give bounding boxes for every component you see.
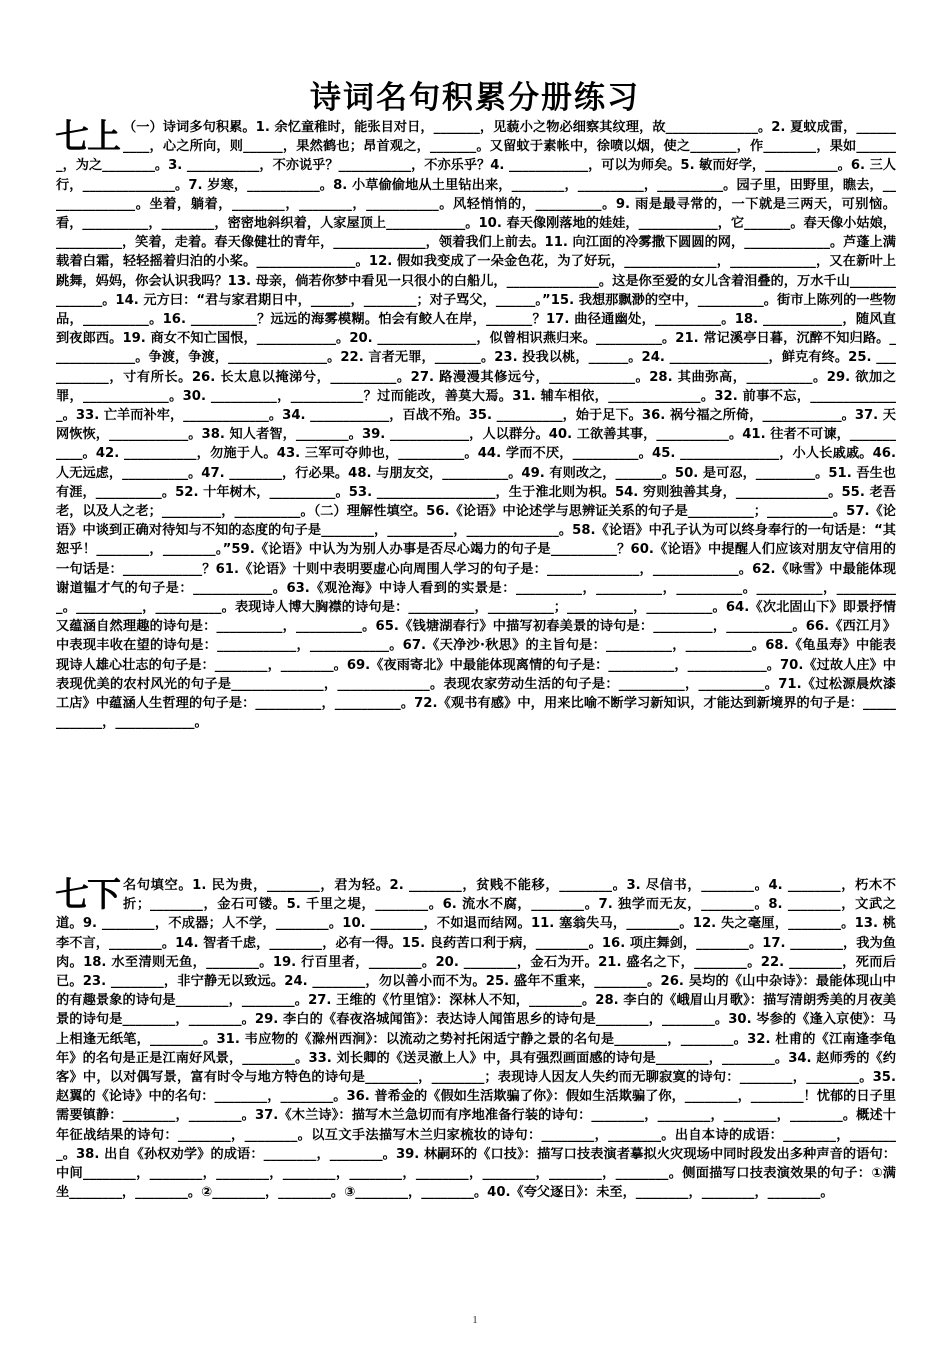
- section-7-upper: [56, 118, 896, 733]
- section-label: 七上: [55, 117, 119, 157]
- section-label: 七下: [55, 875, 119, 915]
- section-7-lower: [56, 876, 896, 1202]
- section-text: 名句填空。1. 民为贵，________，君为轻。2. ________，贫贱不能移，________。3. 尽信书，________。4. ________，朽木不折；________，金石可镂。5. 千里之堤，________。6. 流水不腐，________。7. 独学而无友，________。8. ________，文武之道。9. ________，不成器；人不学，________。10. ________，不如退而结网。11. 塞翁失马，________。12. 失之毫厘，________。13. 桃李不言，________。14. 智者千虑，________，必有一得。15. 良药苦口利于病，________。16. 项庄舞剑，________。17. ________，我为鱼肉。18. 水至清则无鱼，________。19. 行百里者，________。20. ________，金石为开。21. 盛名之下，________。22. ________，死而后已。23. ________，非宁静无以致远。24. ________，勿以善小而不为。25. 盛年不重来，________。26. 吴均的《山中杂诗》：最能体现山中的有趣景象的诗句是________，________。27. 王维的《竹里馆》：深林人不知，________。28. 李白的《峨眉山月歌》：描写清朗秀美的月夜美景的诗句是________，________。29. 李白的《春夜洛城闻笛》：表达诗人闻笛思乡的诗句是________，________。30. 岑参的《逢入京使》：马上相逢无纸笔，________。31. 韦应物的《滁州西涧》：以流动之势衬托闲适宁静之景的名句是________，________。32. 杜甫的《江南逢李龟年》的名句是正是江南好风景，________。33. 刘长卿的《送灵澈上人》中，具有强烈画面感的诗句是________，________。34. 赵师秀的《约客》中，以对偶写景，富有时令与地方特色的诗句是________，________；表现诗人因友人失约而无聊寂寞的诗句：________，________。35. 赵翼的《论诗》中的名句：________，________。36. 普希金的《假如生活欺骗了你》：假如生活欺骗了你，________，________！忧郁的日子里需要镇静：________，________。37.《木兰诗》：描写木兰急切而有序地准备行装的诗句：________，________，________，________。概述十年征战结果的诗句：________，________。以互文手法描写木兰归家梳妆的诗句：________，________。出自本诗的成语：________，________。38. 出自《孙权劝学》的成语：________，________。39. 林嗣环的《口技》：描写口技表演者摹拟火灾现场中同时段发出多种声音的语句：中间________，________，________，________，________，________，________，________，________。侧面描写口技表演效果的句子：①满坐________，________。②________，________。③________，________。40.《夸父逐日》：未至，________，________，________。: [56, 878, 896, 1201]
- section-text: （一）诗词多句积累。1. 余忆童稚时，能张目对日，_______，见藐小之物必细察其纹理，故______________。2. 夏蚊成雷，__________，心之所向，则______，果然鹤也；昂首观之，_______。又留蚊于素帐中，徐喷以烟，使之_______，作________，果如_______，为之________。3. ___________，不亦说乎？___________，不亦乐乎？4. ____________，可以为师矣。5. 敏而好学，___________。6. 三人行，______________。7. 岁寒，___________。8. 小草偷偷地从土里钻出来，________，__________，__________。园子里，田野里，瞧去，______________。坐着，躺着，________，________，___________。风轻悄悄的，__________。9. 雨是最寻常的，一下就是三两天，可别恼。看，__________，________，密密地斜织着，人家屋顶上____________。10. 春天像刚落地的娃娃，____________，它_______。春天像小姑娘，__________，笑着，走着。春天像健壮的青年，______________，领着我们上前去。11. 向江面的冷雾撒下圆圆的网，_____________。芦蓬上满载着白霜，轻轻摇着归泊的小桨。_______________。12. 假如我变成了一朵金色花，为了好玩，______________，_____________，又在新叶上跳舞，妈妈，你会认识我吗？13. 母亲，倘若你梦中看见一只很小的白船儿，______________。这是你至爱的女儿含着泪叠的，万水千山______________。14. 元方曰：“君与家君期日中，______，________；对子骂父，______。”15. 我想那飘渺的空中，__________。街市上陈列的一些物品，__________。16. __________？远远的海雾模糊。怕会有鲛人在岸，_______？17. 曲径通幽处，__________。18. ____________，随风直到夜郎西。19. 商女不知亡国恨，____________。20. _______________，似曾相识燕归来。__________。21. 常记溪亭日暮，沉醉不知归路。_____________。争渡，争渡，_______________。22. 言者无罪，_______。23. 投我以桃，______。24. _______________，鲜克有终。25. ___________，寸有所长。26. 长太息以掩涕兮，__________。27. 路漫漫其修远兮，_____________。28. 其曲弥高，__________。29. 欲加之罪，_____________。30. __________，___________？过而能改，善莫大焉。31. 辅车相依，______________。32. 前事不忘，______________。33. 亡羊而补牢，_____________。34. ____________，百战不殆。35. __________，始于足下。36. 祸兮福之所倚，____________。37. 天网恢恢，____________。38. 知人者智，________。39. ____________，人以群分。40. 工欲善其事，___________。41. 往者不可谏，___________。42. ___________，勿施于人。43. 三军可夺帅也，__________。44. 学而不厌，__________。45. _______________，小人长戚戚。46. 人无远虑，__________。47. ________，行必果。48. 与朋友交，__________。49. 有则改之，_______。50. 是可忍，_________。51. 吾生也有涯，__________。52. 十年树木，__________。53. __________________，生于淮北则为枳。54. 穷则独善其身，______________。55. 老吾老，以及人之老；_________，__________。（二）理解性填空。56.《论语》中论述学与思辨证关系的句子是__________；__________。57.《论语》中谈到正确对待知与不知的态度的句子是________，__________，______________。58.《论语》中孔子认为可以终身奉行的一句话是：“其恕乎！________，________。”59.《论语》中认为为别人办事是否尽心竭力的句子是__________？60.《论语》中提醒人们应该对朋友守信用的一句话是：____________？61.《论语》十则中表明要虚心向周围人学习的句子是：______________，_____________。62.《咏雪》中最能体现谢道韫才气的句子是：____________。63.《观沧海》中诗人看到的实景是：__________，__________，__________。__________，__________。__________，__________。表现诗人博大胸襟的诗句是：__________，__________；__________，__________。64.《次北固山下》即景抒情又蕴涵自然理趣的诗句是：__________，__________。65.《钱塘湖春行》中描写初春美景的诗句是：_________，__________。66.《西江月》中表现丰收在望的诗句是：____________，____________。67.《天净沙·秋思》的主旨句是：__________，__________。68.《龟虽寿》中能表现诗人雄心壮志的句子是：________，________。69.《夜雨寄北》中最能体现离情的句子是：__________，____________。70.《过故人庄》中表现优美的农村风光的句子是______________，______________。表现农家劳动生活的句子是：__________，__________。71.《过松源晨炊漆工店》中蕴涵人生哲理的句子是：__________，__________。72.《观书有感》中，用来比喻不断学习新知识，才能达到新境界的句子是：____________，____________。: [56, 120, 896, 731]
- page-title: 诗词名句积累分册练习: [310, 80, 640, 116]
- page-number: 1: [472, 1314, 478, 1326]
